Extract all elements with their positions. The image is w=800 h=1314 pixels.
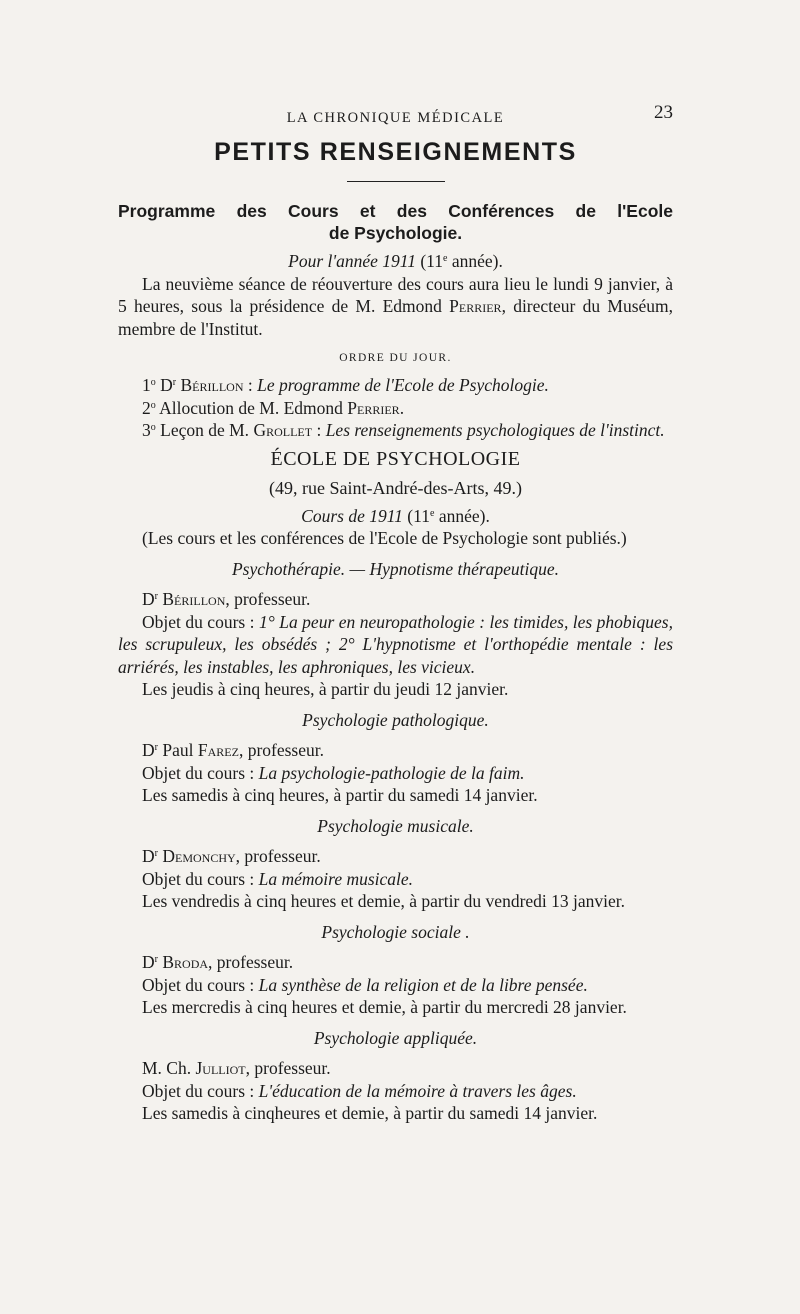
course-block xyxy=(118,1027,673,1125)
ordre-item-title: Le programme de l'Ecole de Psychologie. xyxy=(257,375,549,395)
course-block xyxy=(118,558,673,701)
course-schedule: Les jeudis à cinq heures, à partir du jeudi 12 janvier. xyxy=(142,679,509,699)
course-prof-title: D xyxy=(142,740,155,760)
course-block xyxy=(118,921,673,1019)
ecole-address: (49, rue Saint-André-des-Arts, 49.) xyxy=(269,477,522,498)
course-objet xyxy=(118,868,673,891)
course-prof-role: , professeur. xyxy=(225,589,311,609)
course-heading: Psychologie pathologique. xyxy=(302,709,489,730)
course-prof-first: Paul xyxy=(157,740,198,760)
cours-year-label: Cours de 1911 xyxy=(301,505,403,526)
ordre-item-sep: . xyxy=(399,397,405,418)
page xyxy=(118,96,673,1125)
running-head: LA CHRONIQUE MÉDICALE xyxy=(286,110,505,126)
ordre-item-title: Les renseignements psychologiques de l'instinct. xyxy=(325,420,665,440)
program-year-edition: (11 xyxy=(420,251,444,271)
course-prof-title: D xyxy=(142,846,155,866)
ordre-item-name: Perrier xyxy=(347,397,400,418)
course-prof-title: M. Ch. xyxy=(142,1058,192,1078)
course-prof-title: D xyxy=(142,589,155,609)
course-professor xyxy=(118,739,673,762)
course-objet xyxy=(118,762,673,785)
ordre-item-name: Bérillon xyxy=(176,375,244,395)
course-objet xyxy=(118,611,673,679)
program-year-edition-sup: e xyxy=(443,253,448,264)
program-year-label: Pour l'année 1911 xyxy=(288,251,416,271)
ordre-item-sep: : xyxy=(243,375,258,395)
ordre-item-pre: Allocution de M. Edmond xyxy=(155,397,348,418)
program-intro-name: Perrier xyxy=(449,296,502,316)
course-prof-title-sup: r xyxy=(154,591,158,602)
ordre-item-number: 1 xyxy=(142,375,151,395)
program-intro-text: La neuvième séance de réouverture des cours aura lieu le lundi 9 janvier, à 5 heures, sous la présidence de M. Edmond xyxy=(118,273,673,316)
cours-year-edition-end: année). xyxy=(434,505,490,526)
ordre-item-3 xyxy=(118,419,673,442)
ordre-item-sep: : xyxy=(312,420,326,440)
course-professor xyxy=(118,1057,673,1080)
ecole-note: (Les cours et les conférences de l'Ecole de Psychologie sont publiés.) xyxy=(142,528,627,548)
ordre-item-number-sup: o xyxy=(150,377,156,388)
course-objet-text: La synthèse de la religion et de la libre pensée. xyxy=(258,974,588,995)
course-objet-text: L'éducation de la mémoire à travers les âges. xyxy=(258,1080,577,1101)
ordre-item-number: 2 xyxy=(142,397,151,418)
program-year-edition-end: année). xyxy=(447,251,503,271)
title-rule xyxy=(347,181,445,182)
course-prof-role: , professeur. xyxy=(208,952,294,972)
course-objet-label: Objet du cours : xyxy=(142,611,260,632)
page-header xyxy=(118,96,673,126)
page-number: 23 xyxy=(654,102,673,123)
course-objet-label: Objet du cours : xyxy=(142,762,259,783)
course-schedule: Les vendredis à cinq heures et demie, à partir du vendredi 13 janvier. xyxy=(142,891,626,911)
course-prof-role: , professeur. xyxy=(238,740,324,760)
course-prof-name: Demonchy xyxy=(162,846,236,866)
course-professor xyxy=(118,951,673,974)
course-prof-title: D xyxy=(142,952,155,972)
course-prof-role: , professeur. xyxy=(235,846,321,866)
course-prof-name: Bérillon xyxy=(162,589,226,609)
cours-year-edition-sup: e xyxy=(429,507,435,519)
course-prof-role: , professeur. xyxy=(245,1058,331,1078)
ecole-title: ÉCOLE DE PSYCHOLOGIE xyxy=(270,447,521,470)
course-heading: Psychologie appliquée. xyxy=(313,1027,478,1048)
course-prof-name: Farez xyxy=(197,740,239,760)
course-objet-label: Objet du cours : xyxy=(142,974,259,995)
course-professor xyxy=(118,845,673,868)
ordre-item-number: 3 xyxy=(142,420,151,440)
ordre-item-number-sup: o xyxy=(150,399,156,411)
course-heading: Psychologie musicale. xyxy=(317,815,474,836)
course-heading: Psychologie sociale . xyxy=(321,921,470,942)
section-title: PETITS RENSEIGNEMENTS xyxy=(214,138,577,166)
ordre-item-1 xyxy=(118,374,673,397)
program-intro-end: , directeur du Muséum, membre de l'Institut. xyxy=(118,296,674,339)
course-schedule: Les mercredis à cinq heures et demie, à partir du mercredi 28 janvier. xyxy=(142,997,627,1017)
course-objet-text: 1° La peur en neuropathologie : les timides, les phobiques, les scrupuleux, les obsédés ; 2° L'hypnotisme et l'orthopédie mentale : les arriérés, les instables, les aphroniques, les vicieux. xyxy=(118,611,673,677)
cours-year-edition: (11 xyxy=(407,505,430,526)
ordre-item-number-sup: o xyxy=(150,422,156,433)
ordre-heading: ORDRE DU JOUR. xyxy=(339,352,452,364)
course-objet-text: La mémoire musicale. xyxy=(258,868,414,889)
course-block xyxy=(118,709,673,807)
course-block xyxy=(118,815,673,913)
program-title xyxy=(118,200,673,244)
course-prof-title-sup: r xyxy=(154,742,158,753)
program-year xyxy=(118,250,673,273)
program-title-line-2: de Psychologie. xyxy=(328,223,463,243)
ordre-item-2 xyxy=(118,397,673,420)
course-schedule: Les samedis à cinqheures et demie, à partir du samedi 14 janvier. xyxy=(142,1103,598,1123)
course-objet-label: Objet du cours : xyxy=(142,868,259,889)
course-prof-title-sup: r xyxy=(154,848,158,859)
course-heading: Psychothérapie. — Hypnotisme thérapeutique. xyxy=(231,558,560,579)
course-prof-title-sup: r xyxy=(154,954,158,965)
ordre-item-pre-sup: r xyxy=(172,377,177,388)
ordre-item-name: Grollet xyxy=(253,420,313,440)
course-prof-name: Julliot xyxy=(195,1058,246,1078)
program-intro xyxy=(118,273,673,341)
course-objet xyxy=(118,974,673,997)
cours-year xyxy=(118,505,673,528)
course-objet-text: La psychologie-pathologie de la faim. xyxy=(258,762,525,783)
program-title-line-1: Programme des Cours et des Conférences de l'Ecole xyxy=(118,201,673,221)
ordre-item-pre: Leçon de M. xyxy=(155,420,254,440)
course-professor xyxy=(118,588,673,611)
course-prof-name: Broda xyxy=(162,952,209,972)
course-objet xyxy=(118,1080,673,1103)
course-objet-label: Objet du cours : xyxy=(142,1080,259,1101)
course-schedule: Les samedis à cinq heures, à partir du samedi 14 janvier. xyxy=(142,785,538,805)
ordre-item-pre: D xyxy=(155,375,173,395)
